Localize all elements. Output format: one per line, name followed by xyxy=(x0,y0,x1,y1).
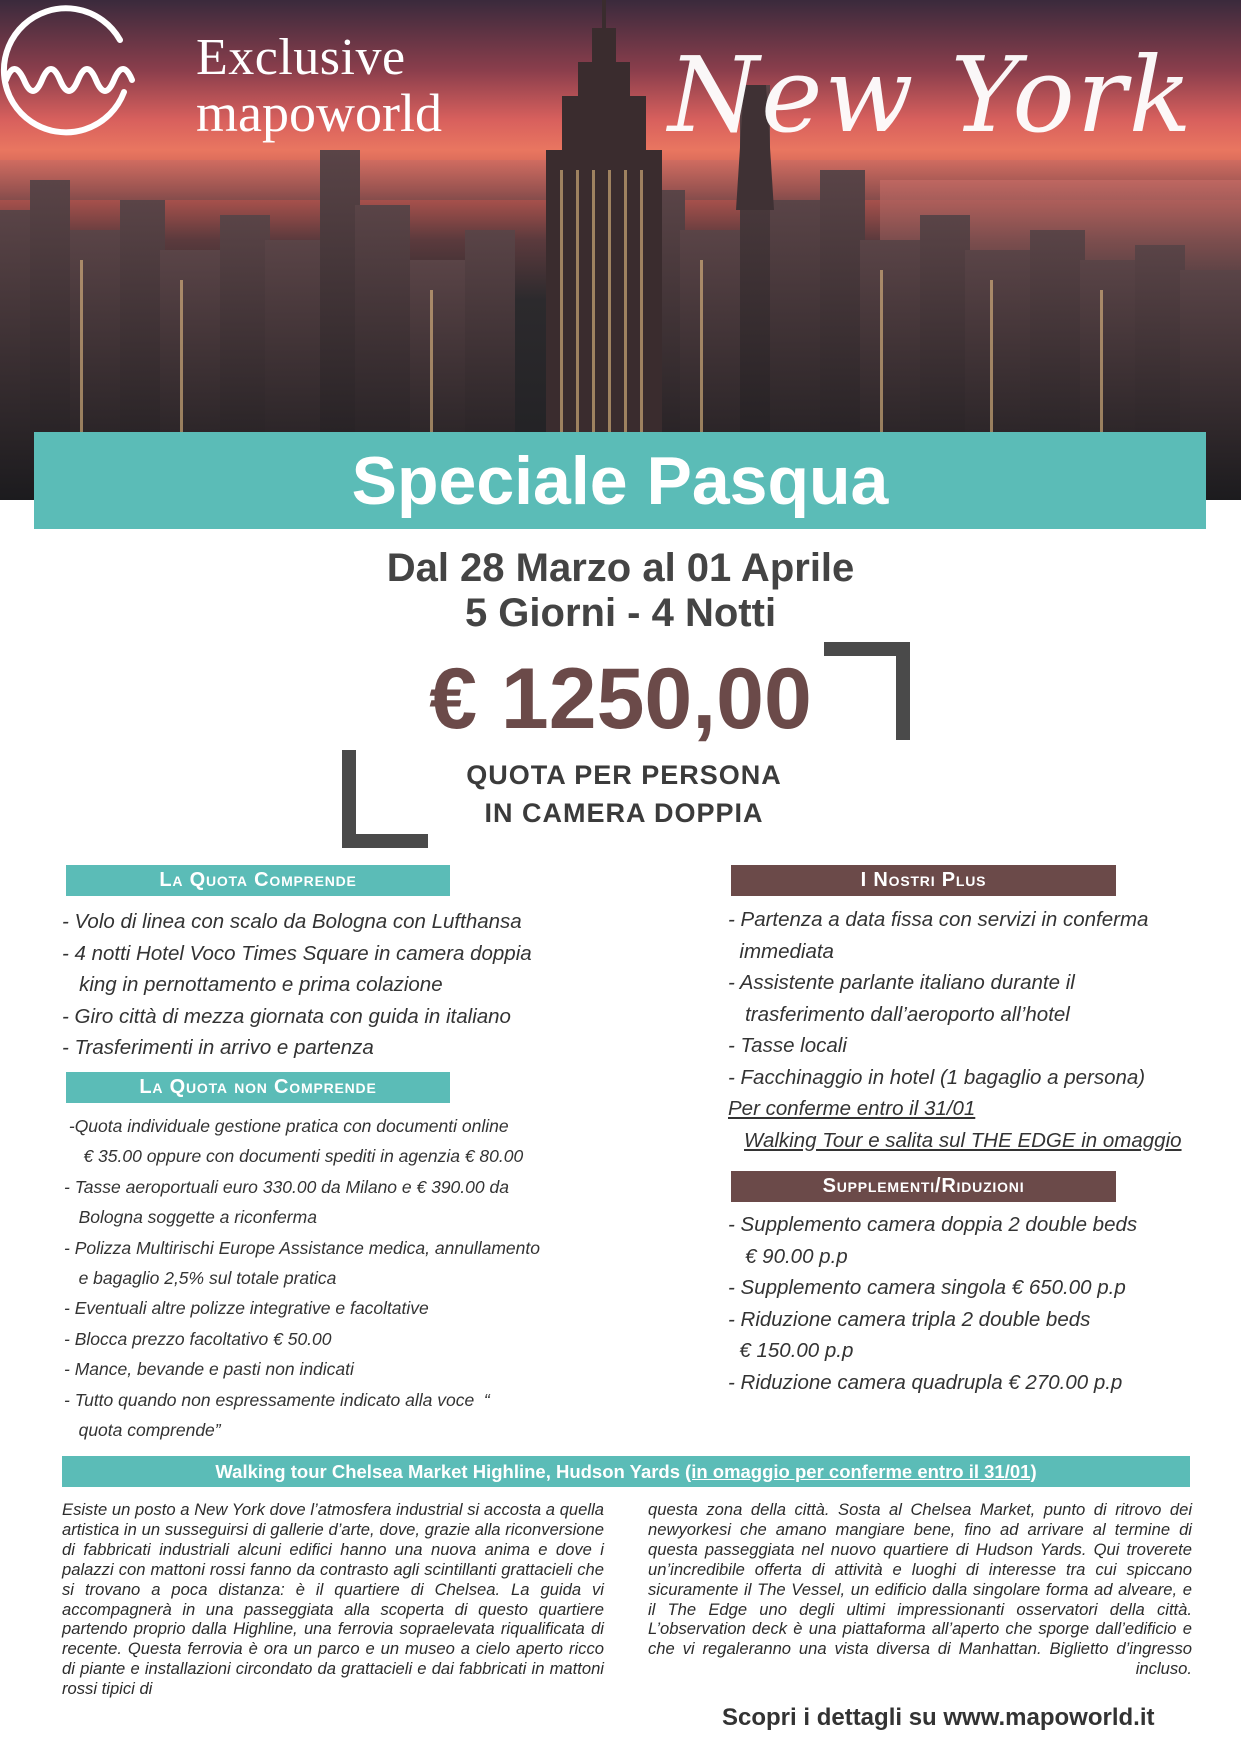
trip-dates: Dal 28 Marzo al 01 Aprile xyxy=(386,546,855,590)
walking-tour-title: Walking tour Chelsea Market Highline, Hudson Yards xyxy=(215,1460,681,1482)
list-item: - Volo di linea con scalo da Bologna con Lufthansa xyxy=(62,910,522,933)
list-item: - Riduzione camera quadrupla € 270.00 p.p xyxy=(728,1370,1123,1394)
list-item: - Tasse aeroportuali euro 330.00 da Milano e € 390.00 da xyxy=(64,1176,509,1197)
wave-circle-logo-icon xyxy=(0,0,140,140)
brand-line-1: Exclusive xyxy=(196,29,406,86)
title-banner xyxy=(34,432,1206,529)
list-item: - Blocca prezzo facoltativo € 50.00 xyxy=(64,1328,332,1349)
price-note-line-2: IN CAMERA DOPPIA xyxy=(484,798,764,829)
section-header-non-comprende: La Quota non Comprende xyxy=(66,1072,450,1103)
list-item: - Partenza a data fissa con servizi in conferma xyxy=(728,908,1149,931)
section-header-supplementi: Supplementi/Riduzioni xyxy=(731,1171,1116,1202)
walking-tour-note: (in omaggio per conferme entro il 31/01) xyxy=(685,1460,1037,1482)
list-item: - Assistente parlante italiano durante il xyxy=(728,971,1075,994)
walking-tour-text-right: questa zona della città. Sosta al Chelsea Market, punto di ritrovo dei newyorkesi che amano mangiare bene, fino ad arrivare al termine di questa passeggiata nel nuovo quartiere di Hudson Yards. Qui troverete un’incredibile offerta di attività e luoghi di interesse tra cui spiccano sicuramente il The Vessel, un edificio dalla singolare forma ad alveare, e il The Edge uno degli ultimi impressionanti osservatori della città. L’observation deck è una piattaforma all’aperto che sporge dall’edificio e che vi regaleranno una vista diversa di Manhattan. Biglietto d’ingresso incluso. xyxy=(648,1500,1192,1679)
page-title: Speciale Pasqua xyxy=(351,442,889,519)
list-item: € 90.00 p.p xyxy=(728,1244,848,1268)
offer-line-1: Per conferme entro il 31/01 xyxy=(728,1097,976,1120)
list-item: - 4 notti Hotel Voco Times Square in camera doppia xyxy=(62,941,532,965)
list-item: - Riduzione camera tripla 2 double beds xyxy=(728,1307,1091,1331)
list-item: - Tasse locali xyxy=(728,1034,847,1057)
list-item: - Polizza Multirischi Europe Assistance medica, annullamento xyxy=(64,1237,540,1258)
brand-logo xyxy=(196,29,442,143)
list-item: quota comprende” xyxy=(64,1420,221,1441)
walking-tour-banner xyxy=(62,1456,1190,1487)
list-item: - Tutto quando non espressamente indicato alla voce “ xyxy=(64,1389,490,1410)
offer-line-2: Walking Tour e salita sul THE EDGE in omaggio xyxy=(744,1128,1182,1152)
list-item: - Facchinaggio in hotel (1 bagaglio a persona) xyxy=(728,1065,1146,1089)
section-header-comprende: La Quota Comprende xyxy=(66,865,450,896)
comprende-list xyxy=(62,906,532,1064)
trip-price: € 1250,00 xyxy=(429,651,812,747)
list-item: e bagaglio 2,5% sul totale pratica xyxy=(64,1268,337,1289)
list-item: Bologna soggette a riconferma xyxy=(64,1207,317,1228)
price-note-line-1: QUOTA PER PERSONA xyxy=(466,760,782,790)
supplementi-list xyxy=(728,1209,1137,1398)
trip-duration: 5 Giorni - 4 Notti xyxy=(464,590,777,635)
list-item: - Supplemento camera doppia 2 double beds xyxy=(728,1213,1138,1236)
list-item: immediata xyxy=(728,939,834,963)
list-item: - Eventuali altre polizze integrative e facoltative xyxy=(64,1298,429,1319)
list-item: trasferimento dall’aeroporto all’hotel xyxy=(728,1002,1070,1026)
walking-tour-text-left: Esiste un posto a New York dove l’atmosfera industrial si accosta a quella artistica in un susseguirsi di gallerie d’arte, dove, grazie alla riconversione di fabbricati industriali alcuni edifici hanno una nuova anima e dove i palazzi con mattoni rossi fanno da contrasto agli scintillanti grattacieli che si trovano a poca distanza: è il quartiere di Chelsea. La guida vi accompagnerà in una passeggiata alla scoperta di questo quartiere partendo proprio dalla Highline, una ferrovia sopraelevata riqualificata di recente. Questa ferrovia è ora un parco e un museo a cielo aperto ricco di piante e installazioni circondato da grattacieli e dai fabbricati in mattoni rossi tipici di xyxy=(62,1500,604,1699)
plus-list xyxy=(728,904,1182,1156)
list-item: € 150.00 p.p xyxy=(728,1339,854,1362)
brand-line-2: mapoworld xyxy=(196,83,442,143)
hero-script-title: New York xyxy=(668,34,1194,156)
hero-image xyxy=(0,0,1241,500)
price-note xyxy=(0,756,1241,833)
footer-website: Scopri i dettagli su www.mapoworld.it xyxy=(722,1704,1155,1731)
non-comprende-list xyxy=(64,1111,540,1445)
section-header-plus: I Nostri Plus xyxy=(731,865,1116,896)
list-item: king in pernottamento e prima colazione xyxy=(62,973,443,996)
list-item: - Giro città di mezza giornata con guida in italiano xyxy=(62,1004,511,1028)
list-item: -Quota individuale gestione pratica con documenti online xyxy=(64,1116,509,1136)
list-item: - Supplemento camera singola € 650.00 p.p xyxy=(728,1276,1126,1299)
list-item: € 35.00 oppure con documenti spediti in agenzia € 80.00 xyxy=(64,1146,524,1167)
list-item: - Mance, bevande e pasti non indicati xyxy=(64,1359,354,1380)
trip-dates-block xyxy=(0,546,1241,636)
list-item: - Trasferimenti in arrivo e partenza xyxy=(62,1036,374,1059)
